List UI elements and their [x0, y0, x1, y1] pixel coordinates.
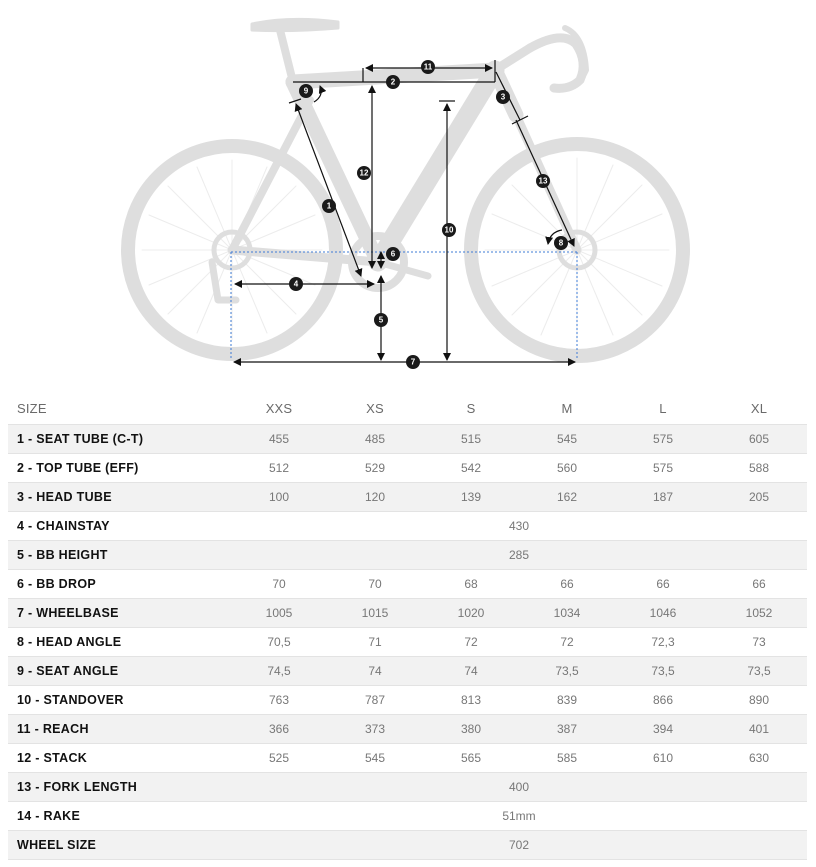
table-cell: 73,5	[519, 657, 615, 686]
marker-1	[322, 199, 336, 213]
marker-2	[386, 75, 400, 89]
row-label: 8 - HEAD ANGLE	[8, 628, 231, 657]
marker-5	[374, 313, 388, 327]
table-cell: 74,5	[231, 657, 327, 686]
marker-11	[421, 60, 435, 74]
table-cell: 70	[327, 570, 423, 599]
table-row	[8, 773, 807, 802]
table-header-row	[8, 392, 807, 425]
row-label: 7 - WHEELBASE	[8, 599, 231, 628]
table-cell-all-sizes: 285	[231, 541, 807, 570]
svg-text:8: 8	[558, 238, 564, 248]
table-cell: 529	[327, 454, 423, 483]
svg-text:3: 3	[500, 92, 506, 102]
geometry-table	[8, 392, 807, 860]
table-cell: 380	[423, 715, 519, 744]
table-cell-all-sizes: 51mm	[231, 802, 807, 831]
table-cell: 66	[711, 570, 807, 599]
table-cell: 542	[423, 454, 519, 483]
table-cell: 866	[615, 686, 711, 715]
svg-text:10: 10	[444, 225, 454, 235]
header-l: L	[659, 400, 667, 416]
table-cell: 560	[519, 454, 615, 483]
table-row	[8, 802, 807, 831]
table-row	[8, 512, 807, 541]
table-cell: 1034	[519, 599, 615, 628]
table-cell: 512	[231, 454, 327, 483]
table-row	[8, 425, 807, 454]
row-label: 2 - TOP TUBE (EFF)	[8, 454, 231, 483]
table-cell-all-sizes: 430	[231, 512, 807, 541]
table-cell: 73	[711, 628, 807, 657]
row-label: 11 - REACH	[8, 715, 231, 744]
svg-text:11: 11	[423, 62, 433, 72]
header-s: S	[466, 400, 476, 416]
table-cell: 66	[519, 570, 615, 599]
row-label: 5 - BB HEIGHT	[8, 541, 231, 570]
table-cell: 205	[711, 483, 807, 512]
table-cell: 72	[423, 628, 519, 657]
table-row	[8, 599, 807, 628]
table-cell: 605	[711, 425, 807, 454]
table-row	[8, 657, 807, 686]
row-label: 6 - BB DROP	[8, 570, 231, 599]
table-cell: 70,5	[231, 628, 327, 657]
svg-text:1: 1	[326, 201, 332, 211]
table-cell-all-sizes: 400	[231, 773, 807, 802]
marker-3	[496, 90, 510, 104]
row-label: 12 - STACK	[8, 744, 231, 773]
table-row	[8, 686, 807, 715]
table-row	[8, 454, 807, 483]
table-cell: 366	[231, 715, 327, 744]
table-cell: 515	[423, 425, 519, 454]
table-cell: 630	[711, 744, 807, 773]
table-row	[8, 483, 807, 512]
table-row	[8, 628, 807, 657]
table-body	[8, 425, 807, 860]
table-cell: 74	[423, 657, 519, 686]
row-label: 14 - RAKE	[8, 802, 231, 831]
table-cell: 100	[231, 483, 327, 512]
table-cell: 120	[327, 483, 423, 512]
table-cell: 74	[327, 657, 423, 686]
table-row	[8, 744, 807, 773]
table-cell: 585	[519, 744, 615, 773]
header-xs: XS	[366, 400, 384, 416]
row-label: WHEEL SIZE	[8, 831, 231, 860]
svg-text:12: 12	[359, 168, 369, 178]
table-cell: 1052	[711, 599, 807, 628]
table-cell: 610	[615, 744, 711, 773]
table-cell: 787	[327, 686, 423, 715]
marker-13	[536, 174, 550, 188]
table-cell: 763	[231, 686, 327, 715]
table-cell: 813	[423, 686, 519, 715]
table-cell: 68	[423, 570, 519, 599]
table-cell: 839	[519, 686, 615, 715]
bike-silhouette	[128, 19, 683, 356]
table-cell: 72,3	[615, 628, 711, 657]
table-cell: 394	[615, 715, 711, 744]
table-row	[8, 541, 807, 570]
svg-text:5: 5	[378, 315, 384, 325]
marker-10	[442, 223, 456, 237]
marker-7	[406, 355, 420, 369]
table-cell: 485	[327, 425, 423, 454]
marker-9	[299, 84, 313, 98]
row-label: 13 - FORK LENGTH	[8, 773, 231, 802]
table-cell: 66	[615, 570, 711, 599]
table-cell: 401	[711, 715, 807, 744]
row-label: 3 - HEAD TUBE	[8, 483, 231, 512]
header-m: M	[561, 400, 573, 416]
table-cell: 1005	[231, 599, 327, 628]
table-cell: 373	[327, 715, 423, 744]
header-xl: XL	[750, 400, 768, 416]
table-cell: 73,5	[711, 657, 807, 686]
table-cell-all-sizes: 702	[231, 831, 807, 860]
table-cell: 455	[231, 425, 327, 454]
seat-angle-arc	[314, 86, 321, 102]
table-cell: 72	[519, 628, 615, 657]
svg-text:4: 4	[293, 279, 299, 289]
row-label: 9 - SEAT ANGLE	[8, 657, 231, 686]
marker-8	[554, 236, 568, 250]
marker-4	[289, 277, 303, 291]
marker-12	[357, 166, 371, 180]
table-cell: 71	[327, 628, 423, 657]
table-cell: 575	[615, 425, 711, 454]
table-row	[8, 715, 807, 744]
bike-geometry-diagram	[0, 0, 816, 385]
table-cell: 162	[519, 483, 615, 512]
svg-text:9: 9	[303, 86, 309, 96]
table-cell: 73,5	[615, 657, 711, 686]
svg-text:7: 7	[410, 357, 416, 367]
table-cell: 525	[231, 744, 327, 773]
table-cell: 588	[711, 454, 807, 483]
svg-text:13: 13	[538, 176, 548, 186]
table-cell: 139	[423, 483, 519, 512]
table-row	[8, 570, 807, 599]
marker-6	[386, 247, 400, 261]
table-cell: 545	[327, 744, 423, 773]
table-cell: 387	[519, 715, 615, 744]
table-cell: 70	[231, 570, 327, 599]
row-label: 1 - SEAT TUBE (C-T)	[8, 425, 231, 454]
table-cell: 575	[615, 454, 711, 483]
svg-text:6: 6	[390, 249, 396, 259]
header-xxs: XXS	[265, 400, 293, 416]
svg-text:2: 2	[390, 77, 396, 87]
table-cell: 545	[519, 425, 615, 454]
table-cell: 890	[711, 686, 807, 715]
table-cell: 1015	[327, 599, 423, 628]
table-cell: 1020	[423, 599, 519, 628]
table-cell: 187	[615, 483, 711, 512]
table-row	[8, 831, 807, 860]
table-cell: 1046	[615, 599, 711, 628]
header-size: SIZE	[17, 400, 47, 416]
row-label: 4 - CHAINSTAY	[8, 512, 231, 541]
row-label: 10 - STANDOVER	[8, 686, 231, 715]
table-cell: 565	[423, 744, 519, 773]
